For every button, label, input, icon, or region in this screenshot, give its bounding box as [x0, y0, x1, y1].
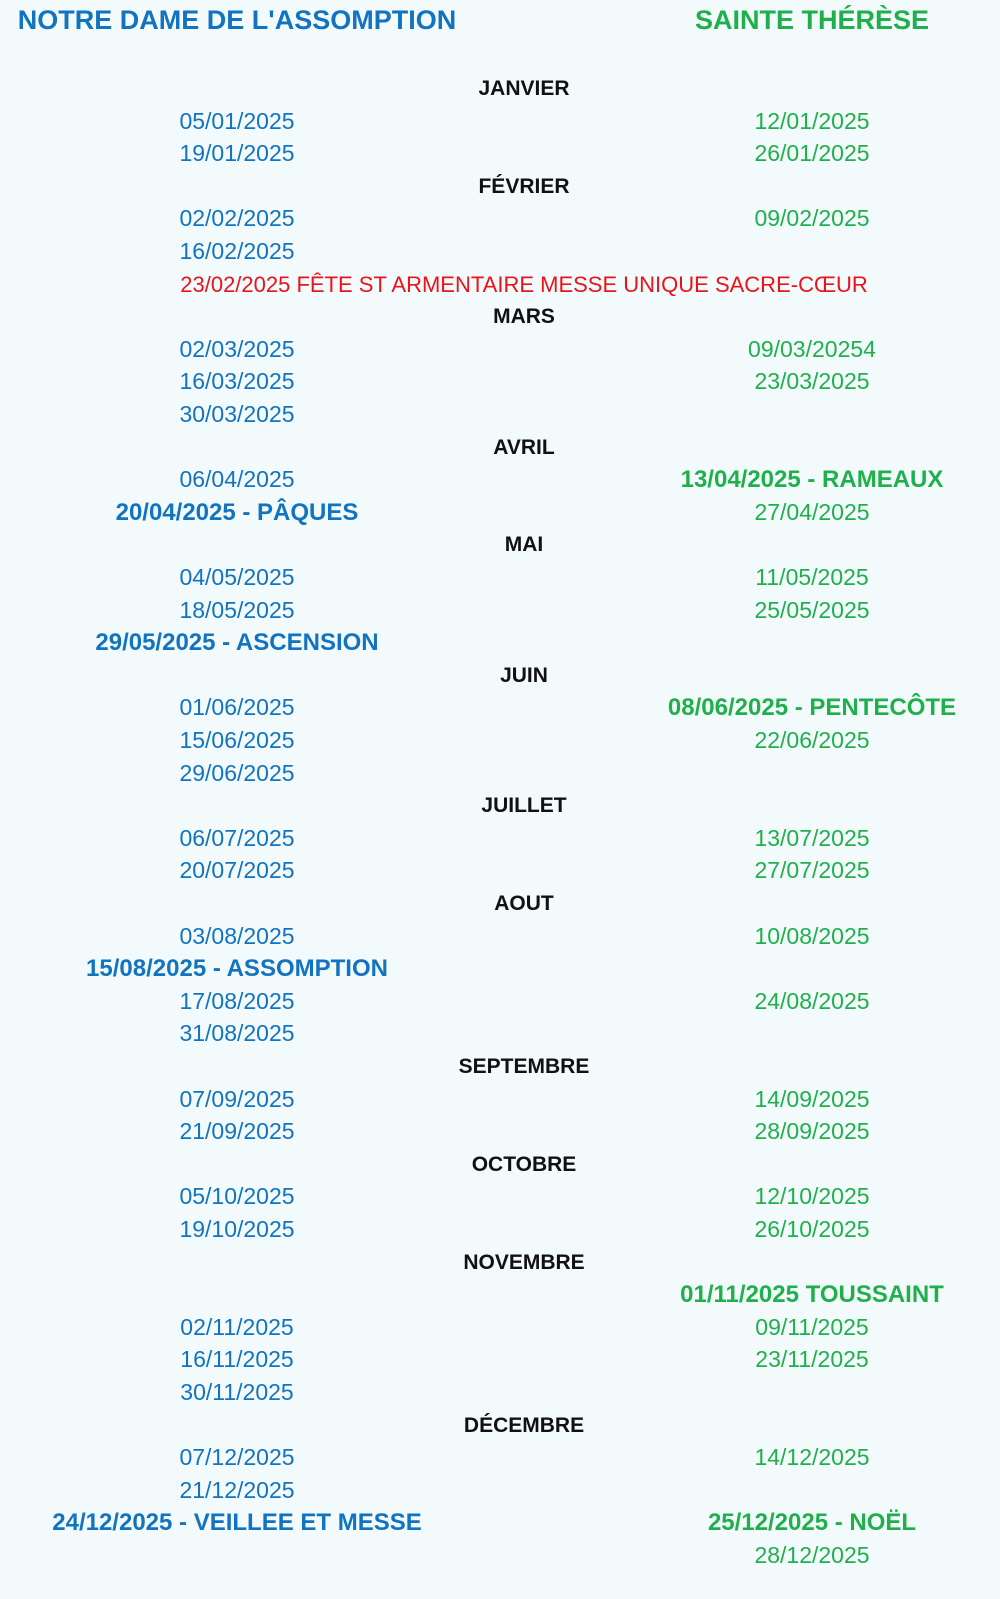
left-date: 06/04/2025 [179, 466, 295, 493]
right-date: 26/10/2025 [754, 1216, 870, 1242]
left-date: 04/05/2025 [179, 564, 295, 590]
left-date: 24/12/2025 - VEILLEE ET MESSE [52, 1509, 422, 1537]
right-date: 09/11/2025 [755, 1313, 869, 1340]
left-date: 21/09/2025 [179, 1118, 295, 1145]
right-date: 08/06/2025 - PENTECÔTE [667, 694, 957, 722]
month-heading: JUILLET [481, 794, 567, 818]
date-row [0, 757, 1000, 790]
date-row [0, 1539, 1000, 1572]
right-date: 13/07/2025 [754, 824, 870, 851]
date-row [0, 365, 1000, 398]
month-heading: FÉVRIER [478, 174, 570, 198]
date-row [0, 1083, 1000, 1116]
month-heading: SEPTEMBRE [458, 1055, 590, 1078]
date-row [0, 1474, 1000, 1507]
right-date: 23/11/2025 [755, 1346, 869, 1373]
month-heading: DÉCEMBRE [463, 1413, 585, 1437]
right-church-title: SAINTE THÉRÈSE [694, 5, 930, 35]
right-date: 01/11/2025 TOUSSAINT [680, 1281, 944, 1309]
month-row [0, 431, 1000, 464]
right-date: 14/12/2025 [754, 1444, 870, 1471]
date-row [0, 496, 1000, 529]
left-date: 05/10/2025 [179, 1183, 295, 1210]
left-date: 18/05/2025 [179, 596, 295, 623]
month-row [0, 789, 1000, 822]
month-row [0, 1246, 1000, 1279]
month-heading: MARS [493, 305, 555, 329]
left-date: 02/02/2025 [179, 205, 295, 232]
left-date: 30/03/2025 [179, 401, 295, 427]
date-row [0, 398, 1000, 431]
month-heading: JUIN [500, 663, 548, 687]
right-date: 10/08/2025 [754, 922, 870, 949]
right-date: 27/04/2025 [754, 498, 870, 525]
right-date: 11/05/2025 [755, 564, 869, 590]
right-date: 12/01/2025 [754, 107, 870, 134]
left-date: 16/03/2025 [179, 368, 295, 395]
date-row [0, 985, 1000, 1018]
date-row [0, 1376, 1000, 1409]
month-row [0, 887, 1000, 920]
date-row [0, 1180, 1000, 1213]
date-row [0, 1506, 1000, 1539]
left-date: 31/08/2025 [179, 1020, 295, 1047]
left-date: 06/07/2025 [179, 824, 295, 851]
right-date: 13/04/2025 - RAMEAUX [680, 466, 944, 494]
left-date: 07/09/2025 [179, 1085, 295, 1112]
month-row [0, 659, 1000, 692]
date-row [0, 952, 1000, 985]
special-event-notice: 23/02/2025 FÊTE ST ARMENTAIRE MESSE UNIQUE SACRE-CŒUR [180, 271, 868, 297]
left-date: 19/01/2025 [179, 140, 295, 167]
date-row [0, 1311, 1000, 1344]
left-date: 21/12/2025 [179, 1476, 295, 1503]
left-date: 16/11/2025 [180, 1346, 294, 1373]
right-date: 25/12/2025 - NOËL [707, 1509, 917, 1537]
date-row [0, 1441, 1000, 1474]
right-date: 26/01/2025 [754, 140, 870, 167]
month-heading: JANVIER [478, 77, 570, 100]
right-date: 09/03/20254 [748, 335, 876, 362]
date-row [0, 333, 1000, 366]
date-row [0, 822, 1000, 855]
date-row [0, 1115, 1000, 1148]
month-heading: AVRIL [493, 435, 555, 459]
left-date: 20/04/2025 - PÂQUES [115, 498, 359, 526]
date-row [0, 1213, 1000, 1246]
left-date: 29/06/2025 [179, 759, 295, 786]
date-row [0, 235, 1000, 268]
date-row [0, 1278, 1000, 1311]
left-date: 29/05/2025 - ASCENSION [95, 629, 379, 657]
left-date: 15/08/2025 - ASSOMPTION [86, 955, 388, 983]
date-row [0, 105, 1000, 138]
date-row [0, 691, 1000, 724]
date-row [0, 137, 1000, 170]
month-row [0, 1050, 1000, 1083]
left-date: 20/07/2025 [179, 857, 295, 884]
right-date: 25/05/2025 [754, 596, 870, 623]
right-date: 14/09/2025 [754, 1085, 870, 1112]
date-row [0, 920, 1000, 953]
date-row [0, 463, 1000, 496]
left-date: 17/08/2025 [179, 987, 295, 1014]
left-date: 05/01/2025 [179, 107, 295, 134]
right-date: 12/10/2025 [754, 1183, 870, 1210]
left-date: 03/08/2025 [179, 922, 295, 949]
left-date: 19/10/2025 [179, 1216, 295, 1242]
date-row [0, 724, 1000, 757]
banner-row [0, 268, 1000, 301]
month-row [0, 528, 1000, 561]
left-date: 01/06/2025 [179, 694, 295, 721]
month-row [0, 300, 1000, 333]
left-church-title: NOTRE DAME DE L'ASSOMPTION [17, 5, 457, 35]
right-date: 09/02/2025 [754, 205, 870, 232]
right-date: 28/09/2025 [754, 1118, 870, 1145]
right-date: 24/08/2025 [754, 987, 870, 1014]
left-date: 02/03/2025 [179, 335, 295, 362]
left-date: 16/02/2025 [179, 238, 295, 264]
date-row [0, 1017, 1000, 1050]
date-row [0, 561, 1000, 594]
right-date: 27/07/2025 [754, 857, 870, 884]
month-heading: OCTOBRE [471, 1152, 577, 1176]
month-heading: MAI [504, 533, 544, 557]
left-date: 02/11/2025 [180, 1313, 294, 1340]
left-date: 30/11/2025 [180, 1379, 294, 1405]
date-row [0, 594, 1000, 627]
month-heading: NOVEMBRE [463, 1250, 585, 1274]
month-row [0, 1409, 1000, 1442]
month-heading: AOUT [494, 892, 554, 915]
left-date: 07/12/2025 [179, 1444, 295, 1471]
date-row [0, 854, 1000, 887]
month-row [0, 72, 1000, 105]
month-row [0, 170, 1000, 203]
left-date: 15/06/2025 [179, 727, 295, 753]
right-date: 28/12/2025 [754, 1542, 870, 1568]
date-row [0, 1343, 1000, 1376]
date-row [0, 626, 1000, 659]
date-row [0, 202, 1000, 235]
right-date: 23/03/2025 [754, 368, 870, 395]
right-date: 22/06/2025 [754, 727, 870, 753]
month-row [0, 1148, 1000, 1181]
